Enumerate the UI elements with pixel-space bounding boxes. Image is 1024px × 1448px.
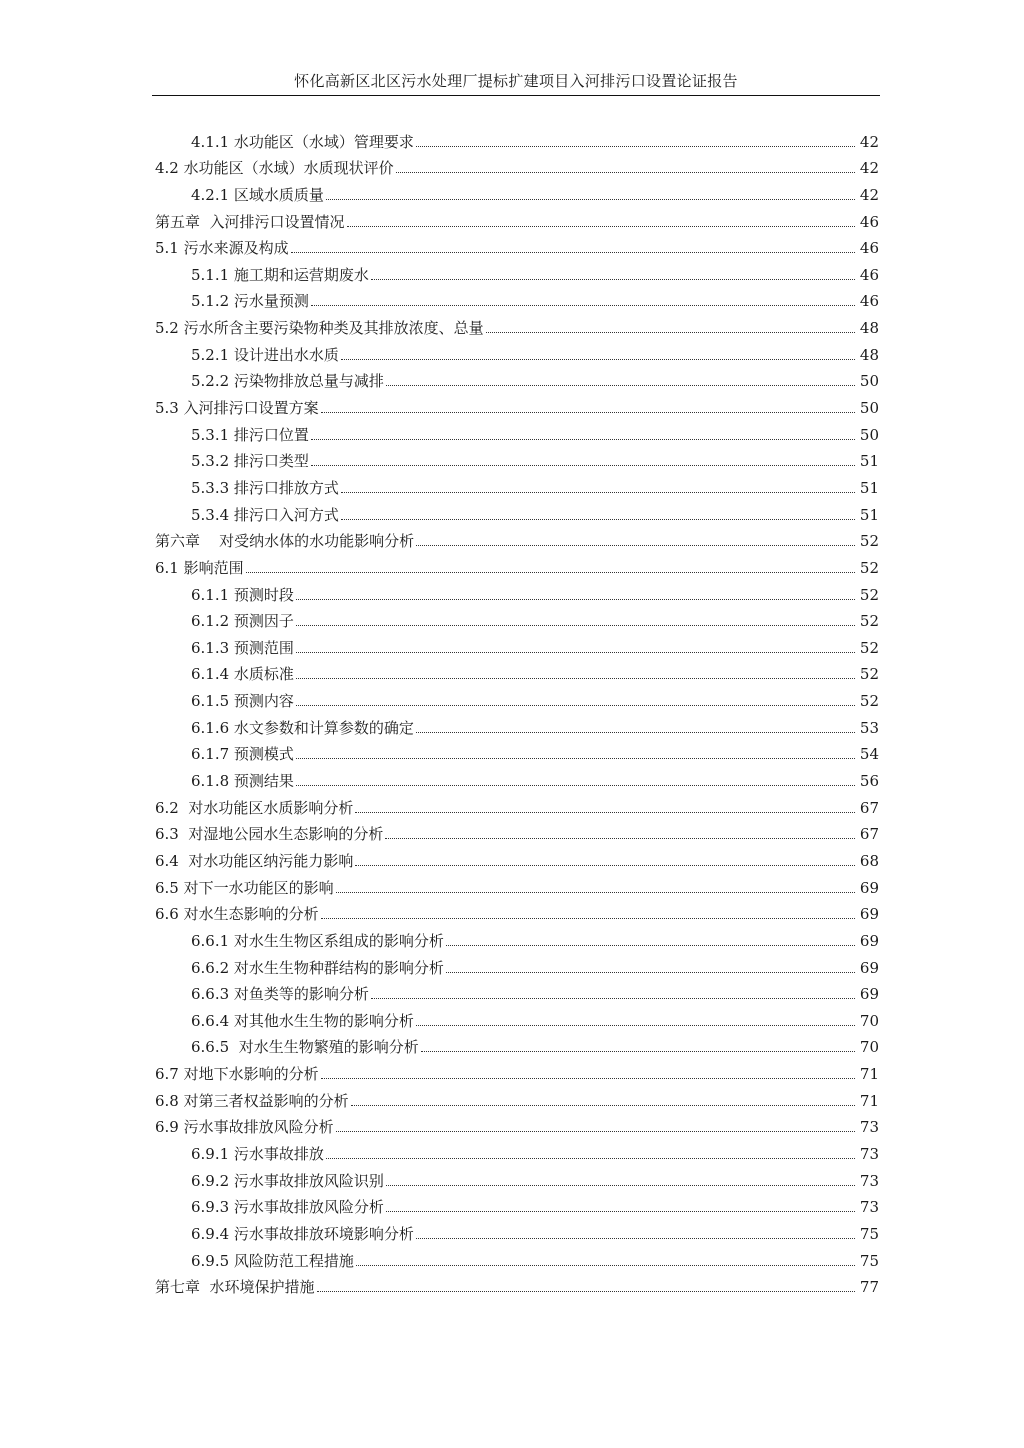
toc-entry[interactable] bbox=[155, 817, 879, 844]
toc-dot-leader bbox=[296, 625, 855, 626]
toc-page-number: 71 bbox=[859, 1065, 879, 1084]
toc-entry-title: 5.2.2 污染物排放总量与减排 bbox=[191, 372, 384, 391]
toc-dot-leader bbox=[296, 758, 855, 759]
toc-dot-leader bbox=[326, 199, 855, 200]
toc-entry-title: 6.7 对地下水影响的分析 bbox=[155, 1065, 319, 1084]
toc-entry[interactable] bbox=[155, 1270, 879, 1297]
toc-entry[interactable] bbox=[155, 923, 879, 950]
toc-page-number: 42 bbox=[859, 132, 879, 151]
toc-entry-title: 6.2 对水功能区水质影响分析 bbox=[155, 798, 354, 817]
toc-page-number: 52 bbox=[859, 585, 879, 604]
toc-page-number: 46 bbox=[859, 212, 879, 231]
toc-entry[interactable] bbox=[155, 977, 879, 1004]
toc-entry-title: 第五章 入河排污口设置情况 bbox=[155, 212, 345, 231]
toc-entry-title: 6.9.3 污水事故排放风险分析 bbox=[191, 1198, 384, 1217]
toc-entry[interactable] bbox=[155, 630, 879, 657]
toc-entry-title: 6.9.5 风险防范工程措施 bbox=[191, 1251, 354, 1270]
toc-entry[interactable] bbox=[155, 204, 879, 231]
toc-entry[interactable] bbox=[155, 444, 879, 471]
toc-page-number: 46 bbox=[859, 292, 879, 311]
toc-entry[interactable] bbox=[155, 1030, 879, 1057]
toc-page-number: 69 bbox=[859, 878, 879, 897]
toc-entry[interactable] bbox=[155, 1216, 879, 1243]
toc-page-number: 52 bbox=[859, 558, 879, 577]
toc-dot-leader bbox=[347, 226, 855, 227]
toc-page-number: 70 bbox=[859, 1038, 879, 1057]
toc-entry-title: 6.1 影响范围 bbox=[155, 558, 244, 577]
toc-page-number: 75 bbox=[859, 1251, 879, 1270]
toc-entry[interactable] bbox=[155, 737, 879, 764]
toc-entry[interactable] bbox=[155, 843, 879, 870]
toc-page-number: 73 bbox=[859, 1171, 879, 1190]
toc-entry[interactable] bbox=[155, 657, 879, 684]
toc-dot-leader bbox=[321, 412, 855, 413]
toc-entry[interactable] bbox=[155, 310, 879, 337]
toc-entry[interactable] bbox=[155, 390, 879, 417]
toc-entry-title: 6.9.1 污水事故排放 bbox=[191, 1144, 324, 1163]
toc-page-number: 50 bbox=[859, 425, 879, 444]
toc-dot-leader bbox=[421, 1051, 855, 1052]
toc-dot-leader bbox=[246, 572, 855, 573]
toc-dot-leader bbox=[326, 1158, 855, 1159]
toc-dot-leader bbox=[385, 838, 855, 839]
toc-dot-leader bbox=[296, 678, 855, 679]
toc-page-number: 67 bbox=[859, 798, 879, 817]
toc-entry-title: 5.2.1 设计进出水水质 bbox=[191, 345, 339, 364]
toc-entry-title: 5.3.1 排污口位置 bbox=[191, 425, 309, 444]
toc-entry-title: 5.1.2 污水量预测 bbox=[191, 292, 309, 311]
toc-entry[interactable] bbox=[155, 417, 879, 444]
toc-dot-leader bbox=[336, 1131, 855, 1132]
toc-dot-leader bbox=[311, 465, 855, 466]
toc-entry[interactable] bbox=[155, 897, 879, 924]
toc-dot-leader bbox=[351, 1105, 855, 1106]
toc-entry[interactable] bbox=[155, 763, 879, 790]
toc-entry[interactable] bbox=[155, 1136, 879, 1163]
toc-dot-leader bbox=[416, 1238, 855, 1239]
toc-page-number: 53 bbox=[859, 718, 879, 737]
toc-entry-title: 6.6.1 对水生生物区系组成的影响分析 bbox=[191, 931, 444, 950]
toc-entry-title: 6.8 对第三者权益影响的分析 bbox=[155, 1091, 349, 1110]
toc-page-number: 42 bbox=[859, 185, 879, 204]
toc-entry[interactable] bbox=[155, 1190, 879, 1217]
toc-entry-title: 4.2 水功能区（水域）水质现状评价 bbox=[155, 159, 394, 178]
toc-page-number: 73 bbox=[859, 1144, 879, 1163]
toc-entry[interactable] bbox=[155, 1163, 879, 1190]
toc-dot-leader bbox=[386, 1185, 855, 1186]
toc-entry[interactable] bbox=[155, 284, 879, 311]
toc-page-number: 52 bbox=[859, 532, 879, 551]
toc-dot-leader bbox=[386, 385, 855, 386]
toc-dot-leader bbox=[321, 1078, 855, 1079]
toc-entry[interactable] bbox=[155, 151, 879, 178]
toc-dot-leader bbox=[355, 865, 855, 866]
toc-dot-leader bbox=[386, 1211, 855, 1212]
toc-dot-leader bbox=[355, 812, 855, 813]
page-header: 怀化高新区北区污水处理厂提标扩建项目入河排污口设置论证报告 bbox=[294, 72, 738, 90]
toc-page-number: 71 bbox=[859, 1091, 879, 1110]
toc-entry[interactable] bbox=[155, 1083, 879, 1110]
table-of-contents bbox=[155, 124, 879, 1296]
toc-dot-leader bbox=[416, 732, 855, 733]
toc-dot-leader bbox=[317, 1291, 855, 1292]
toc-dot-leader bbox=[416, 1025, 855, 1026]
toc-entry[interactable] bbox=[155, 231, 879, 258]
toc-entry[interactable] bbox=[155, 524, 879, 551]
toc-entry-title: 6.1.6 水文参数和计算参数的确定 bbox=[191, 718, 414, 737]
toc-dot-leader bbox=[341, 492, 855, 493]
toc-entry[interactable] bbox=[155, 124, 879, 151]
toc-page-number: 51 bbox=[859, 452, 879, 471]
toc-entry-title: 6.9.4 污水事故排放环境影响分析 bbox=[191, 1224, 414, 1243]
toc-entry-title: 4.1.1 水功能区（水域）管理要求 bbox=[191, 132, 414, 151]
toc-dot-leader bbox=[291, 252, 855, 253]
toc-page-number: 52 bbox=[859, 638, 879, 657]
toc-entry-title: 4.2.1 区域水质质量 bbox=[191, 185, 324, 204]
toc-page-number: 50 bbox=[859, 399, 879, 418]
toc-dot-leader bbox=[296, 652, 855, 653]
toc-page-number: 56 bbox=[859, 772, 879, 791]
toc-entry-title: 5.3.4 排污口入河方式 bbox=[191, 505, 339, 524]
toc-entry-title: 5.3.3 排污口排放方式 bbox=[191, 478, 339, 497]
header-rule bbox=[152, 95, 880, 96]
toc-page-number: 69 bbox=[859, 985, 879, 1004]
toc-entry[interactable] bbox=[155, 364, 879, 391]
toc-entry-title: 6.1.3 预测范围 bbox=[191, 638, 294, 657]
toc-page-number: 69 bbox=[859, 905, 879, 924]
toc-entry-title: 6.1.4 水质标准 bbox=[191, 665, 294, 684]
toc-entry-title: 6.1.1 预测时段 bbox=[191, 585, 294, 604]
toc-dot-leader bbox=[371, 279, 855, 280]
toc-page-number: 52 bbox=[859, 665, 879, 684]
toc-entry-title: 6.9 污水事故排放风险分析 bbox=[155, 1118, 334, 1137]
toc-dot-leader bbox=[416, 545, 855, 546]
toc-dot-leader bbox=[416, 146, 855, 147]
toc-dot-leader bbox=[446, 972, 855, 973]
toc-dot-leader bbox=[311, 439, 855, 440]
toc-entry[interactable] bbox=[155, 1003, 879, 1030]
toc-entry[interactable] bbox=[155, 604, 879, 631]
toc-dot-leader bbox=[336, 892, 855, 893]
toc-entry[interactable] bbox=[155, 710, 879, 737]
toc-entry[interactable] bbox=[155, 577, 879, 604]
toc-entry-title: 6.1.2 预测因子 bbox=[191, 612, 294, 631]
toc-dot-leader bbox=[371, 998, 855, 999]
toc-page-number: 52 bbox=[859, 612, 879, 631]
toc-dot-leader bbox=[296, 705, 855, 706]
toc-page-number: 46 bbox=[859, 265, 879, 284]
toc-entry-title: 第七章 水环境保护措施 bbox=[155, 1278, 315, 1297]
toc-page-number: 69 bbox=[859, 931, 879, 950]
toc-entry[interactable] bbox=[155, 497, 879, 524]
toc-entry-title: 6.1.5 预测内容 bbox=[191, 692, 294, 711]
toc-entry[interactable] bbox=[155, 470, 879, 497]
toc-entry[interactable] bbox=[155, 550, 879, 577]
toc-entry[interactable] bbox=[155, 1243, 879, 1270]
toc-page-number: 68 bbox=[859, 851, 879, 870]
toc-page-number: 51 bbox=[859, 478, 879, 497]
toc-entry-title: 6.6.3 对鱼类等的影响分析 bbox=[191, 985, 369, 1004]
toc-dot-leader bbox=[341, 519, 855, 520]
toc-page-number: 46 bbox=[859, 239, 879, 258]
toc-page-number: 54 bbox=[859, 745, 879, 764]
toc-entry-title: 5.1 污水来源及构成 bbox=[155, 239, 289, 258]
toc-entry-title: 5.3.2 排污口类型 bbox=[191, 452, 309, 471]
toc-page-number: 75 bbox=[859, 1224, 879, 1243]
toc-page-number: 51 bbox=[859, 505, 879, 524]
toc-page-number: 73 bbox=[859, 1198, 879, 1217]
toc-page-number: 48 bbox=[859, 345, 879, 364]
toc-page-number: 70 bbox=[859, 1011, 879, 1030]
toc-entry[interactable] bbox=[155, 177, 879, 204]
toc-entry-title: 5.3 入河排污口设置方案 bbox=[155, 399, 319, 418]
toc-entry-title: 6.6.4 对其他水生生物的影响分析 bbox=[191, 1011, 414, 1030]
toc-entry[interactable] bbox=[155, 337, 879, 364]
toc-entry-title: 6.1.8 预测结果 bbox=[191, 772, 294, 791]
toc-dot-leader bbox=[321, 918, 855, 919]
toc-page-number: 67 bbox=[859, 825, 879, 844]
toc-entry-title: 6.5 对下一水功能区的影响 bbox=[155, 878, 334, 897]
toc-entry[interactable] bbox=[155, 870, 879, 897]
toc-page-number: 42 bbox=[859, 159, 879, 178]
toc-entry-title: 6.4 对水功能区纳污能力影响 bbox=[155, 851, 354, 870]
toc-entry-title: 5.1.1 施工期和运营期废水 bbox=[191, 265, 369, 284]
toc-entry[interactable] bbox=[155, 1056, 879, 1083]
toc-entry-title: 6.6.5 对水生生物繁殖的影响分析 bbox=[191, 1038, 419, 1057]
toc-page-number: 77 bbox=[859, 1278, 879, 1297]
toc-entry-title: 5.2 污水所含主要污染物种类及其排放浓度、总量 bbox=[155, 319, 484, 338]
toc-entry-title: 第六章 对受纳水体的水功能影响分析 bbox=[155, 532, 415, 551]
toc-entry[interactable] bbox=[155, 1110, 879, 1137]
toc-entry[interactable] bbox=[155, 683, 879, 710]
toc-dot-leader bbox=[356, 1265, 855, 1266]
toc-dot-leader bbox=[296, 785, 855, 786]
toc-entry-title: 6.3 对湿地公园水生态影响的分析 bbox=[155, 825, 384, 844]
toc-entry-title: 6.1.7 预测模式 bbox=[191, 745, 294, 764]
toc-dot-leader bbox=[396, 172, 855, 173]
toc-dot-leader bbox=[311, 305, 855, 306]
toc-dot-leader bbox=[486, 332, 855, 333]
toc-entry[interactable] bbox=[155, 950, 879, 977]
toc-dot-leader bbox=[446, 945, 855, 946]
toc-entry-title: 6.9.2 污水事故排放风险识别 bbox=[191, 1171, 384, 1190]
toc-dot-leader bbox=[296, 599, 855, 600]
toc-entry-title: 6.6 对水生态影响的分析 bbox=[155, 905, 319, 924]
toc-dot-leader bbox=[341, 359, 855, 360]
toc-entry[interactable] bbox=[155, 257, 879, 284]
toc-page-number: 48 bbox=[859, 319, 879, 338]
toc-page-number: 50 bbox=[859, 372, 879, 391]
toc-entry-title: 6.6.2 对水生生物种群结构的影响分析 bbox=[191, 958, 444, 977]
toc-page-number: 69 bbox=[859, 958, 879, 977]
toc-page-number: 73 bbox=[859, 1118, 879, 1137]
toc-page-number: 52 bbox=[859, 692, 879, 711]
toc-entry[interactable] bbox=[155, 790, 879, 817]
